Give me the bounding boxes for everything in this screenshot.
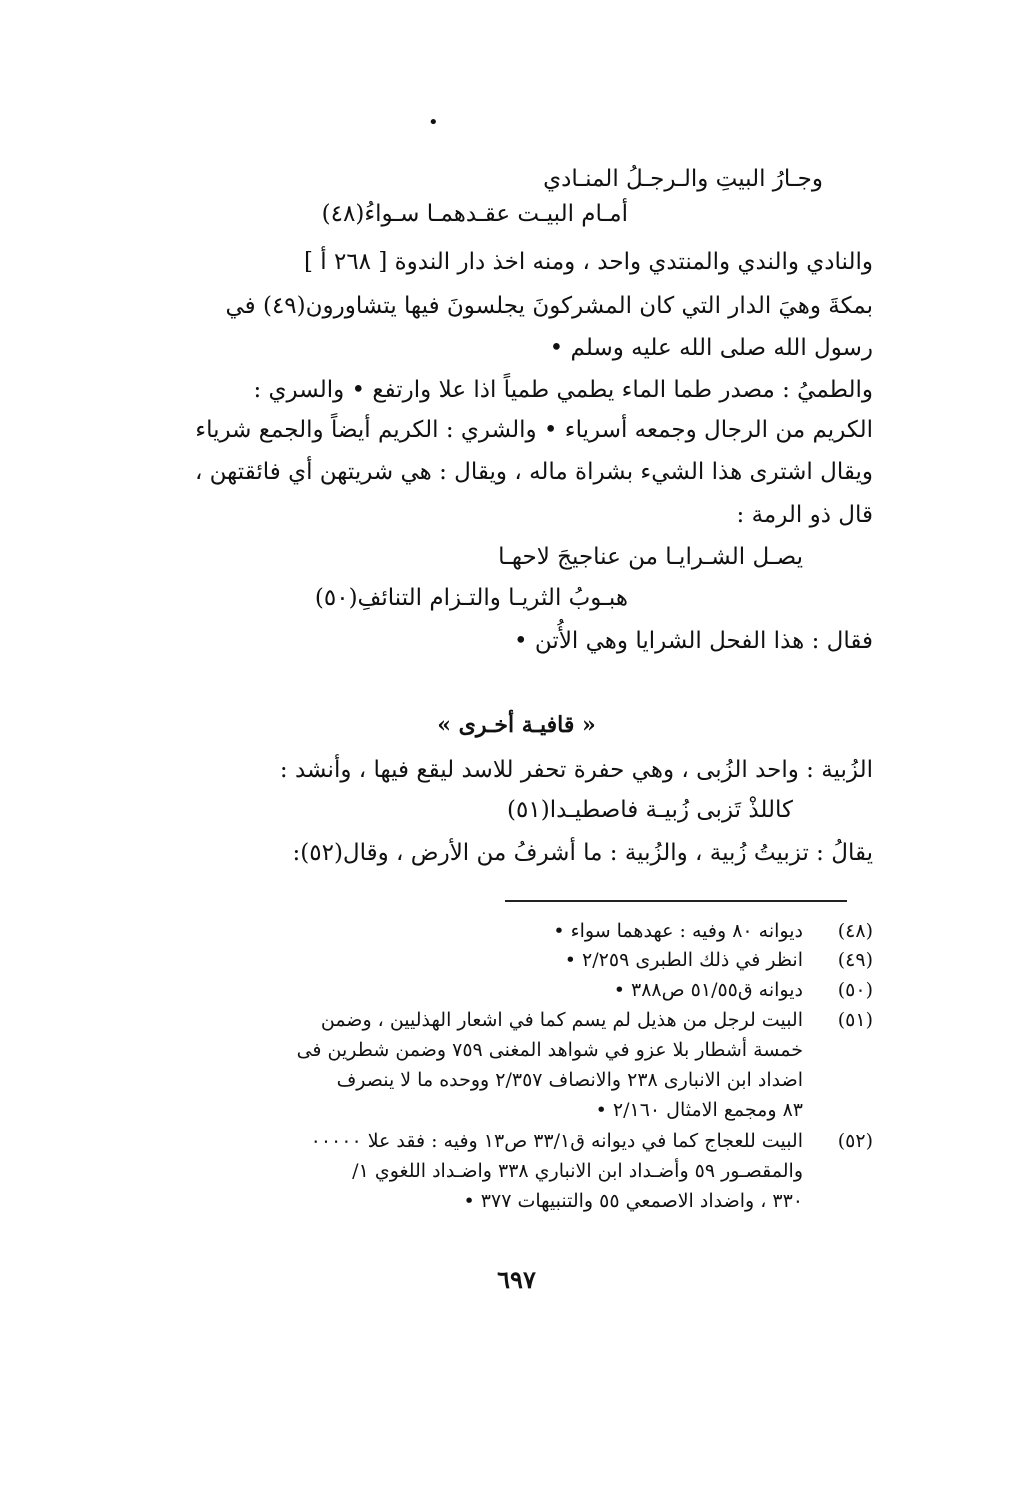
footnote-number: (٥١): [837, 1009, 873, 1031]
footnote-number: (٤٩): [837, 949, 873, 971]
prose-line-8: فقال : هذا الفحل الشرايا وهي الأُتن •: [514, 628, 873, 654]
footnote-text: اضداد ابن الانبارى ٢٣٨ والانصاف ٢/٣٥٧ ووحده ما لا ينصرف: [336, 1069, 803, 1091]
footnote-text: ٨٣ ومجمع الامثال ٢/١٦٠ •: [595, 1099, 803, 1121]
footnote-divider: [505, 900, 847, 902]
footnote-number: (٤٨): [837, 920, 873, 942]
page-number: ٦٩٧: [497, 1265, 536, 1294]
prose-line-6: ويقال اشترى هذا الشيء بشراة ماله ، ويقال : هي شريتهن أي فائقتهن ،: [194, 459, 873, 485]
section-heading: « قافيـة أخـرى »: [437, 712, 596, 738]
top-mark: •: [428, 112, 439, 133]
prose-line-9: الزُبية : واحد الزُبى ، وهي حفرة تحفر للاسد ليقع فيها ، وأنشد :: [279, 757, 873, 783]
footnote-text: البيت للعجاج كما في ديوانه ق٣٣/١ ص١٣ وفيه : فقد علا ٠٠٠٠٠: [310, 1130, 803, 1152]
prose-line-2: بمكةَ وهيَ الدار التي كان المشركونَ يجلسونَ فيها يتشاورون(٤٩) في: [225, 293, 873, 319]
footnote-text: ديوانه ٨٠ وفيه : عهدهما سواء •: [553, 920, 803, 942]
footnote-text: خمسة أشطار بلا عزو في شواهد المغنى ٧٥٩ وضمن شطرين فى: [296, 1039, 803, 1061]
footnote-text: ديوانه ق٥١/٥٥ ص٣٨٨ •: [613, 979, 803, 1001]
footnote-number: (٥٠): [837, 979, 873, 1001]
verse-1-line-1: وجـارُ البيتِ والـرجـلُ المنـادي: [543, 166, 823, 192]
prose-line-3: رسول الله صلى الله عليه وسلم •: [549, 335, 873, 361]
footnote-number: (٥٢): [837, 1130, 873, 1152]
footnote-text: ٣٣٠ ، واضداد الاصمعي ٥٥ والتنبيهات ٣٧٧ •: [463, 1190, 803, 1212]
prose-line-5: الكريم من الرجال وجمعه أسرياء • والشري : الكريم أيضاً والجمع شرياء: [195, 417, 873, 443]
prose-line-1: والنادي والندي والمنتدي واحد ، ومنه اخذ دار الندوة [ ٢٦٨ أ ]: [303, 249, 873, 275]
footnote-text: والمقصـور ٥٩ وأضـداد ابن الانباري ٣٣٨ واضـداد اللغوي ١/: [352, 1160, 803, 1182]
prose-line-7: قال ذو الرمة :: [736, 502, 873, 528]
prose-line-10: يقالُ : تزبيتُ زُبية ، والزُبية : ما أشرفُ من الأرض ، وقال(٥٢):: [292, 840, 873, 866]
footnote-text: البيت لرجل من هذيل لم يسم كما في اشعار الهذليين ، وضمن: [320, 1009, 803, 1031]
verse-2-line-2: هبـوبُ الثريـا والتـزام التنائفِ(٥٠): [314, 585, 628, 611]
verse-1-line-2: أمـام البيـت عقـدهمـا سـواءُ(٤٨): [321, 201, 628, 227]
footnote-text: انظر في ذلك الطبرى ٢/٢٥٩ •: [564, 949, 803, 971]
verse-3-line-1: كاللذْ تَزبى زُبيـة فاصطيـدا(٥١): [507, 797, 793, 823]
verse-2-line-1: يصـل الشـرايـا من عناجيجَ لاحهـا: [498, 544, 803, 570]
prose-line-4: والطميُ : مصدر طما الماء يطمي طمياً اذا علا وارتفع • والسري :: [253, 377, 873, 403]
